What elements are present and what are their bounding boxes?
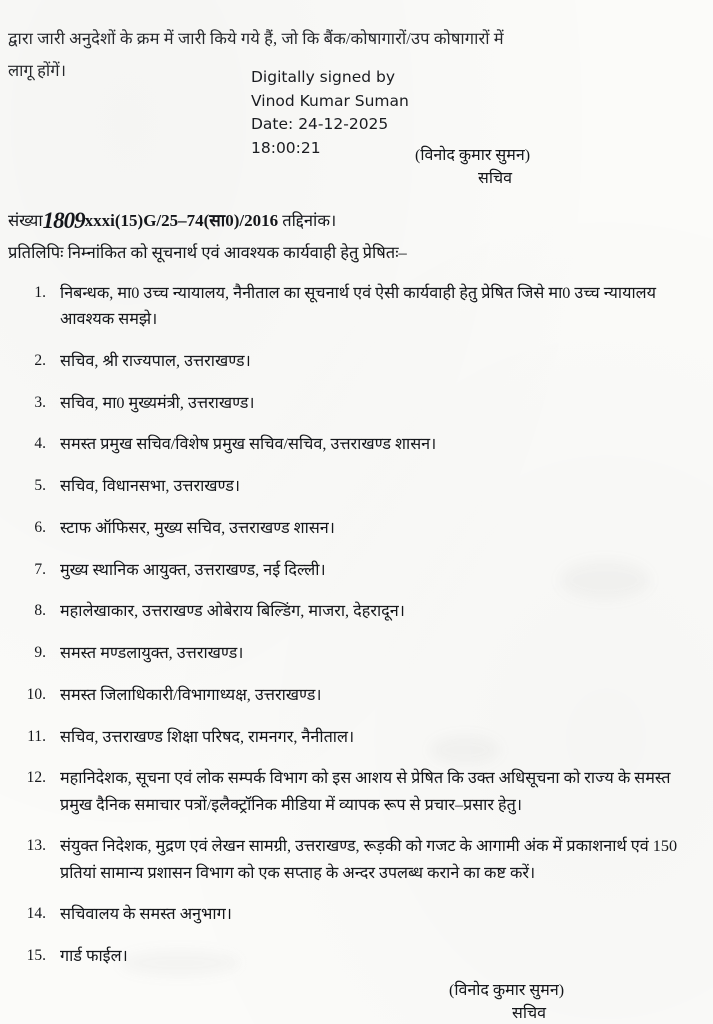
top-signatory-name: (विनोद कुमार सुमन) (415, 147, 531, 164)
list-item-text: गार्ड फाईल। (60, 946, 128, 965)
list-item (8, 765, 697, 817)
list-item-text: सचिव, विधानसभा, उत्तराखण्ड। (60, 477, 241, 496)
list-item-text: संयुक्त निदेशक, मुद्रण एवं लेखन सामग्री, उत्तराखण्ड, रूड़की को गजट के आगामी अंक में प्रकाशनार्थ एवं 150 प्रतियां सामान्य प्रशासन विभाग को एक सप्ताह के अन्दर उपलब्ध कराने का कष्ट करें। (60, 837, 678, 882)
list-item (8, 682, 697, 708)
list-item-text: निबन्धक, मा0 उच्च न्यायालय, नैनीताल का सूचनार्थ एवं ऐसी कार्यवाही हेतु प्रेषित जिसे मा0 उच्च न्यायालय आवश्यक समझे। (60, 284, 657, 329)
bottom-signatory-designation: सचिव (512, 1005, 547, 1022)
digital-signature-line-4: 18:00:21 (251, 138, 321, 157)
list-item-number: 7 . (16, 557, 46, 582)
list-item-number: 11 . (16, 724, 46, 749)
list-item-number: 2 . (16, 348, 46, 373)
list-item (8, 833, 697, 885)
list-item (8, 640, 697, 666)
list-item-number: 15 . (16, 943, 46, 968)
list-item-number: 3 . (16, 390, 46, 415)
list-item (8, 557, 697, 583)
dispatch-number-prefix: संख्या (8, 211, 43, 230)
handwritten-dispatch-number: 1809 (42, 208, 85, 233)
list-item (8, 901, 697, 927)
list-item-text: समस्त जिलाधिकारी/विभागाध्यक्ष, उत्तराखण्ड। (60, 685, 322, 704)
list-item-number: 13 . (16, 833, 46, 858)
list-item-number: 10 . (16, 682, 46, 707)
digital-signature-line-1: Digitally signed by (251, 68, 396, 86)
list-item (8, 515, 697, 541)
list-item (8, 598, 697, 624)
recipient-list (8, 280, 697, 985)
header-line-2: लागू होंगें। (8, 61, 67, 80)
list-item-text: सचिव, मा0 मुख्यमंत्री, उत्तराखण्ड। (60, 393, 255, 412)
list-item-number: 1 . (16, 280, 46, 305)
dispatch-number-line (8, 206, 336, 232)
list-item-number: 5 . (16, 473, 46, 498)
list-item (8, 724, 697, 750)
list-item-text: सचिवालय के समस्त अनुभाग। (60, 905, 232, 924)
copy-to-line: प्रतिलिपिः निम्नांकित को सूचनार्थ एवं आवश्यक कार्यवाही हेतु प्रेषितः– (8, 243, 407, 262)
list-item-text: सचिव, उत्तराखण्ड शिक्षा परिषद, रामनगर, नैनीताल। (60, 727, 355, 746)
dispatch-reference: xxxi(15)G/25–74(सा0)/2016 (84, 211, 279, 230)
list-item-text: समस्त मण्डलायुक्त, उत्तराखण्ड। (60, 644, 244, 663)
list-item (8, 348, 697, 374)
digital-signature-line-3: Date: 24-12-2025 (251, 115, 389, 134)
list-item (8, 390, 697, 416)
digital-signature-line-2: Vinod Kumar Suman (251, 91, 409, 110)
list-item (8, 473, 697, 499)
list-item-text: स्टाफ ऑफिसर, मुख्य सचिव, उत्तराखण्ड शासन। (60, 518, 335, 537)
list-item (8, 943, 697, 969)
list-item-text: समस्त प्रमुख सचिव/विशेष प्रमुख सचिव/सचिव, उत्तराखण्ड शासन। (60, 435, 437, 454)
list-item-number: 4 . (16, 431, 46, 456)
header-line-1: द्वारा जारी अनुदेशों के क्रम में जारी किये गये हैं, जो कि बैंक/कोषागारों/उप कोषागारों में (8, 29, 504, 48)
list-item-text: महालेखाकार, उत्तराखण्ड ओबेराय बिल्डिंग, माजरा, देहरादून। (60, 602, 405, 621)
list-item-number: 6 . (16, 515, 46, 540)
top-signatory-designation: सचिव (478, 170, 513, 187)
list-item-text: महानिदेशक, सूचना एवं लोक सम्पर्क विभाग को इस आशय से प्रेषित कि उक्त अधिसूचना को राज्य के समस्त प्रमुख दैनिक समाचार पत्रों/इलैक्ट्रॉनिक मीडिया में व्यापक रूप से प्रचार–प्रसार हेतु। (60, 769, 671, 814)
list-item-number: 8 . (16, 598, 46, 623)
list-item-text: मुख्य स्थानिक आयुक्त, उत्तराखण्ड, नई दिल्ली। (60, 560, 326, 579)
list-item (8, 431, 697, 457)
digital-signature-block (251, 66, 409, 160)
list-item-number: 12 . (16, 765, 46, 790)
dispatch-date-suffix: तद्दिनांक। (282, 211, 337, 230)
list-item-number: 14 . (16, 901, 46, 926)
bottom-signatory-name: (विनोद कुमार सुमन) (449, 982, 565, 999)
list-item (8, 280, 697, 332)
list-item-text: सचिव, श्री राज्यपाल, उत्तराखण्ड। (60, 351, 251, 370)
list-item-number: 9 . (16, 640, 46, 665)
